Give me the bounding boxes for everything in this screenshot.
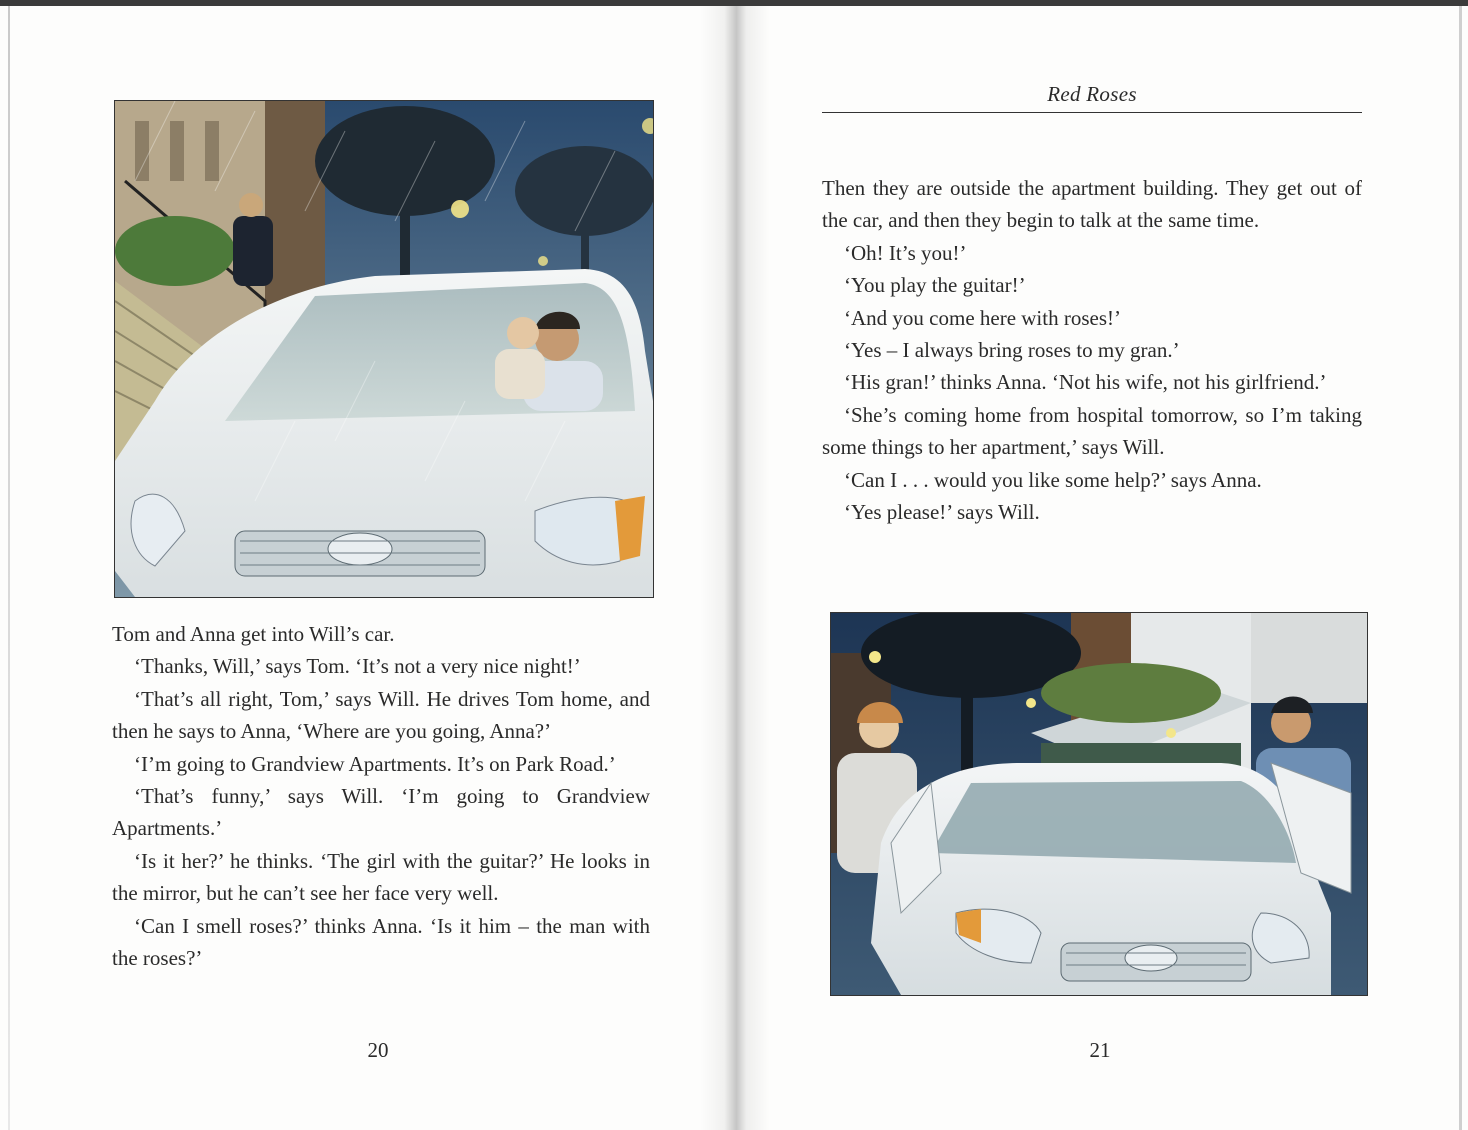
page-number: 20 xyxy=(367,1038,389,1062)
running-head: Red Roses xyxy=(1047,82,1137,106)
paragraph: ‘Can I smell roses?’ thinks Anna. ‘Is it him – the man with the roses?’ xyxy=(112,913,650,971)
paragraph: Then they are outside the apartment building. They get out of the car, and then they begin to talk at the same time. xyxy=(822,176,1362,233)
paragraph: ‘You play the guitar!’ xyxy=(844,273,1026,298)
right-page-text xyxy=(822,172,1362,528)
paragraph: ‘She’s coming home from hospital tomorrow, so I’m taking some things to her apartment,’ says Will. xyxy=(822,402,1362,460)
page-number: 21 xyxy=(1089,1038,1111,1062)
paragraph: ‘And you come here with roses!’ xyxy=(844,305,1121,330)
paragraph: ‘Thanks, Will,’ says Tom. ‘It’s not a very nice night!’ xyxy=(134,654,581,679)
paragraph: ‘Oh! It’s you!’ xyxy=(844,240,967,265)
paragraph: ‘Can I . . . would you like some help?’ says Anna. xyxy=(844,467,1262,492)
car-in-rain-illustration xyxy=(114,100,654,598)
paragraph: ‘I’m going to Grandview Apartments. It’s on Park Road.’ xyxy=(134,751,616,776)
left-page-text xyxy=(112,618,650,974)
paragraph: ‘That’s funny,’ says Will. ‘I’m going to Grandview Apartments.’ xyxy=(112,784,650,841)
header-rule xyxy=(822,112,1362,113)
paragraph: ‘Yes – I always bring roses to my gran.’ xyxy=(844,338,1180,363)
paragraph: ‘Is it her?’ he thinks. ‘The girl with the guitar?’ He looks in the mirror, but he can’t see her face very well. xyxy=(112,848,650,906)
paragraph: ‘His gran!’ thinks Anna. ‘Not his wife, not his girlfriend.’ xyxy=(844,370,1327,395)
paragraph: Tom and Anna get into Will’s car. xyxy=(112,622,395,646)
right-page xyxy=(734,0,1468,1130)
paragraph: ‘That’s all right, Tom,’ says Will. He drives Tom home, and then he says to Anna, ‘Where are you going, Anna?’ xyxy=(112,686,650,744)
apartment-arrival-illustration xyxy=(830,612,1368,996)
paragraph: ‘Yes please!’ says Will. xyxy=(844,500,1040,525)
